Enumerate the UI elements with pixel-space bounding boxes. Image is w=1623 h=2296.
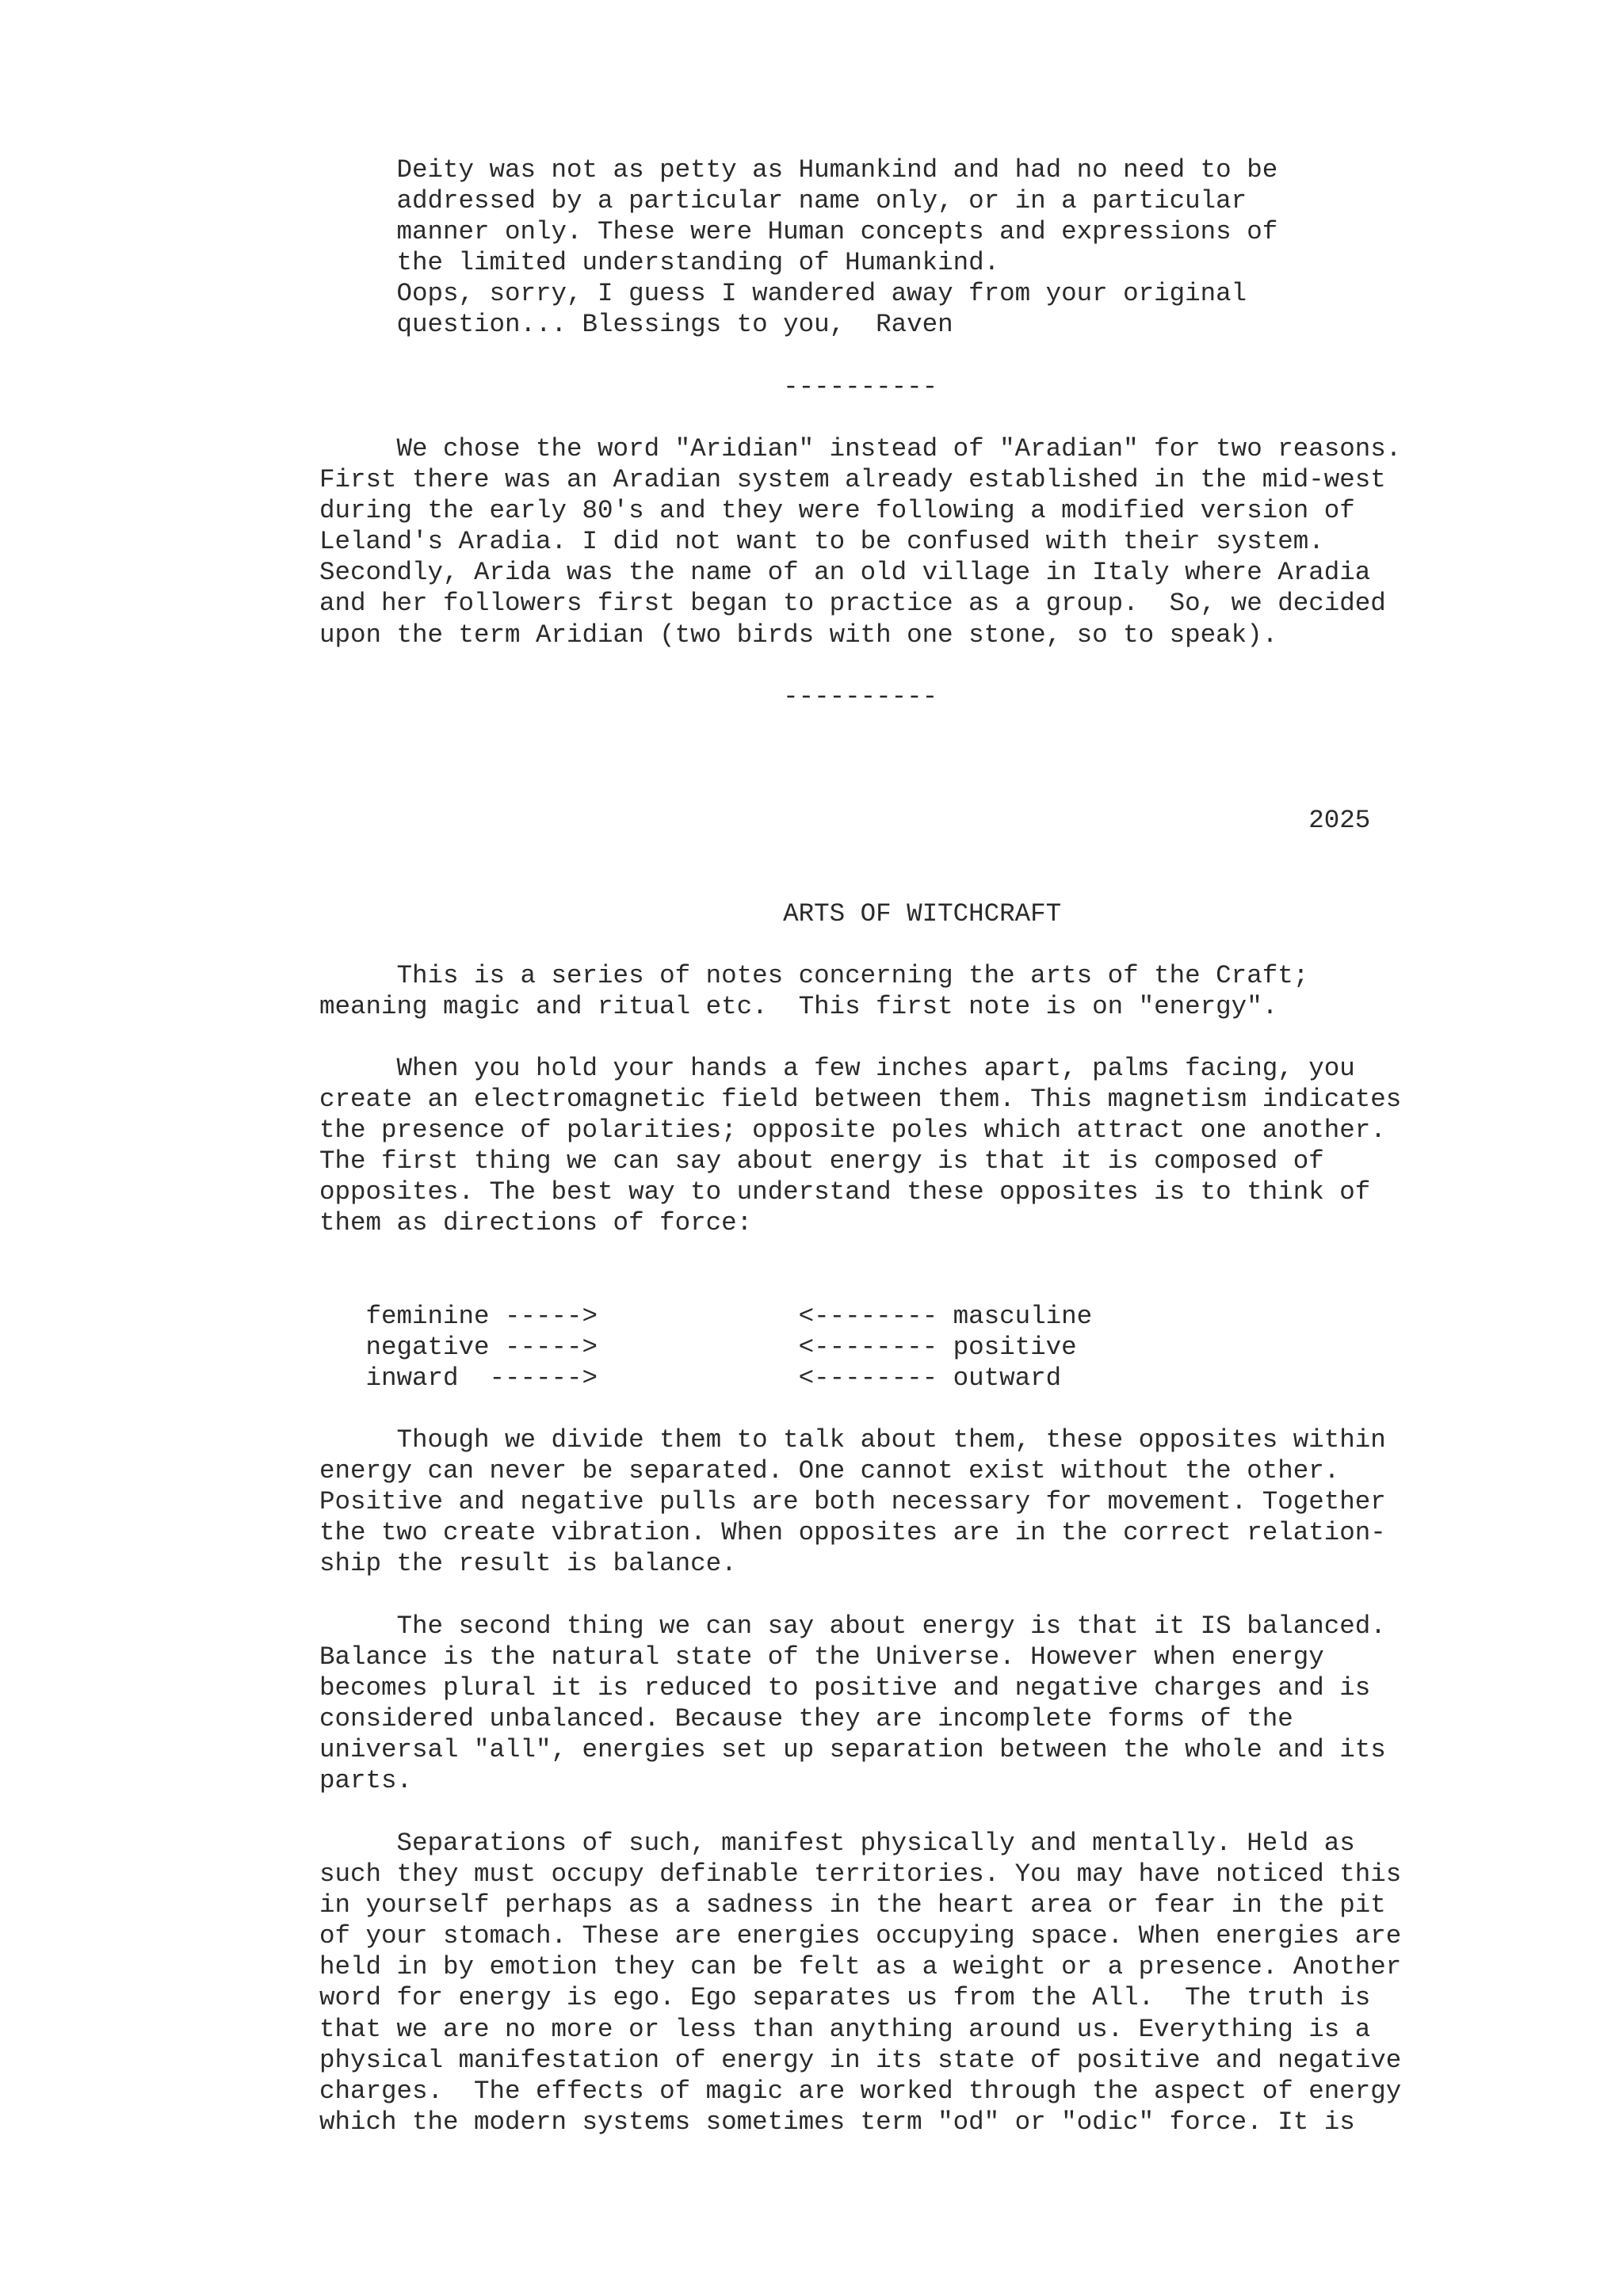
paragraph-intro: This is a series of notes concerning the arts of the Craft; meaning magic and ritual etc. This first note is on "energy". [319, 961, 1309, 1022]
paragraph-aridian-name: We chose the word "Aridian" instead of "Aradian" for two reasons. First there was an Aradian system already established in the mid-west during the early 80's and they were following a modified version of Leland's Aradia. I did not want to be confused with their system. Secondly, Arida was the name of an old village in Italy where Aradia and her followers first began to practice as a group. So, we decided upon the term Aridian (two birds with one stone, so to speak). [319, 434, 1402, 650]
paragraph-separations: Separations of such, manifest physically and mentally. Held as such they must occupy definable territories. You may have noticed this in yourself perhaps as a sadness in the heart area or fear in the pit of your stomach. These are energies occupying space. When energies are held in by emotion they can be felt as a weight or a presence. Another word for energy is ego. Ego separates us from the All. The truth is that we are no more or less than anything around us. Everything is a physical manifestation of energy in its state of positive and negative charges. The effects of magic are worked through the aspect of energy which the modern systems sometimes term "od" or "odic" force. It is [319, 1829, 1402, 2137]
section-title: ARTS OF WITCHCRAFT [319, 899, 1062, 929]
paragraph-energy-field: When you hold your hands a few inches apart, palms facing, you create an electromagnetic field between them. This magnetism indicates the presence of polarities; opposite poles which attract one another. The first thing we can say about energy is that it is composed of opposites. The best way to understand these opposites is to think of them as directions of force: [319, 1054, 1402, 1238]
paragraph-opposites: Though we divide them to talk about them, these opposites within energy can never be separated. One cannot exist without the other. Positive and negative pulls are both necessary for movement. Together the two create vibration. When opposites are in the correct relation- ship the result is balance. [319, 1425, 1386, 1579]
separator-line: ---------- [319, 372, 938, 402]
paragraph-balance: The second thing we can say about energy is that it IS balanced. Balance is the natural state of the Universe. However when energy becomes plural it is reduced to positive and negative charges and is considered unbalanced. Because they are incomplete forms of the universal "all", energies set up separation between the whole and its parts. [319, 1611, 1386, 1796]
polarity-list: feminine -----> <-------- masculine negative -----> <-------- positive inward ------> <-------- outward [365, 1302, 1093, 1394]
paragraph-deity-closing: Deity was not as petty as Humankind and had no need to be addressed by a particular name only, or in a particular manner only. These were Human concepts and expressions of the limited understanding of Humankind. Oops, sorry, I guess I wandered away from your original question... Blessings to you, Raven [396, 155, 1278, 340]
separator-line: ---------- [319, 682, 938, 711]
section-number: 2025 [319, 806, 1371, 835]
